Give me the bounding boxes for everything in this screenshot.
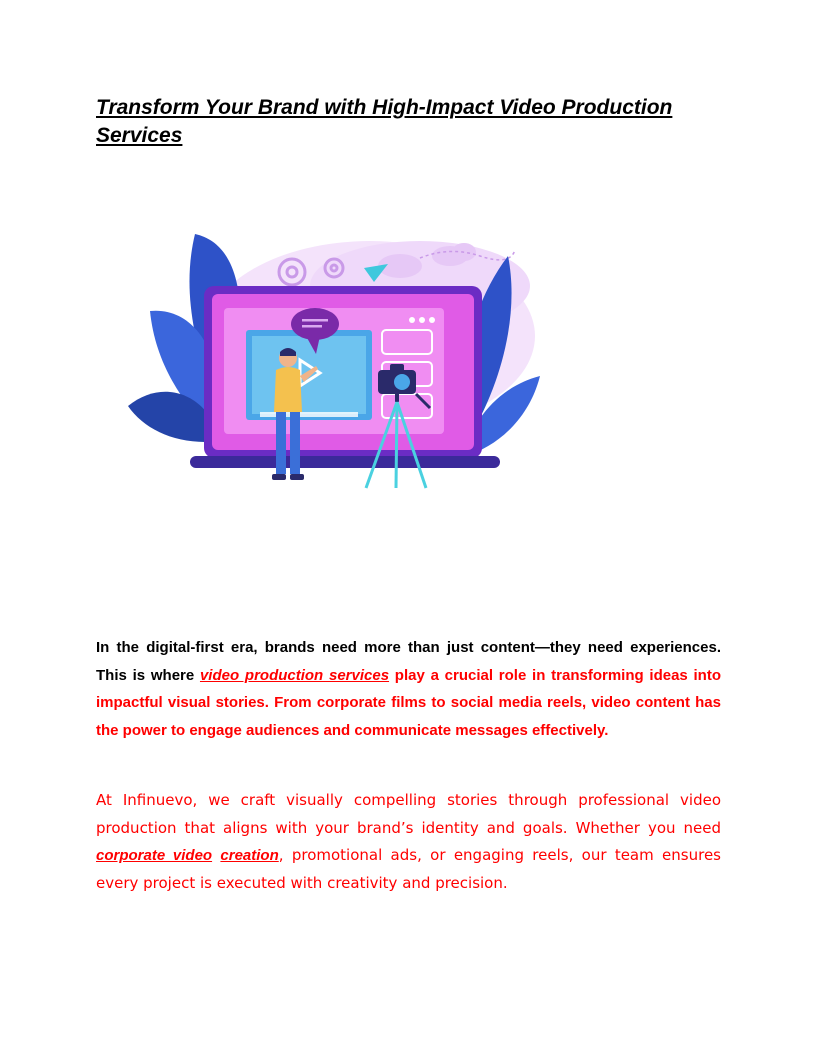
intro-lead-text: In the digital-first era, brands need more than just content—they need experiences. This is where [96, 639, 721, 684]
about-lead-text: At Infinuevo, we craft visually compelling stories through professional video production that aligns with your brand’s identity and goals. Whether you need [96, 791, 721, 837]
corporate-video-link[interactable]: corporate video [96, 847, 213, 864]
video-production-illustration [120, 226, 548, 494]
intro-tail-text: play a crucial role in transforming ideas into impactful visual stories. From corporate films to social media reels, video content has the power to engage audiences and communicate messages effectively. [96, 666, 722, 739]
page-title: Transform Your Brand with High-Impact Video Production Services [96, 96, 673, 147]
video-production-services-link[interactable]: video production services [199, 666, 390, 684]
laptop-icon [190, 286, 500, 468]
about-paragraph [96, 787, 721, 897]
intro-paragraph [96, 634, 721, 744]
creation-link[interactable]: creation [220, 847, 279, 864]
about-tail-text: , promotional ads, or engaging reels, our team ensures every project is executed with creativity and precision. [96, 846, 721, 892]
